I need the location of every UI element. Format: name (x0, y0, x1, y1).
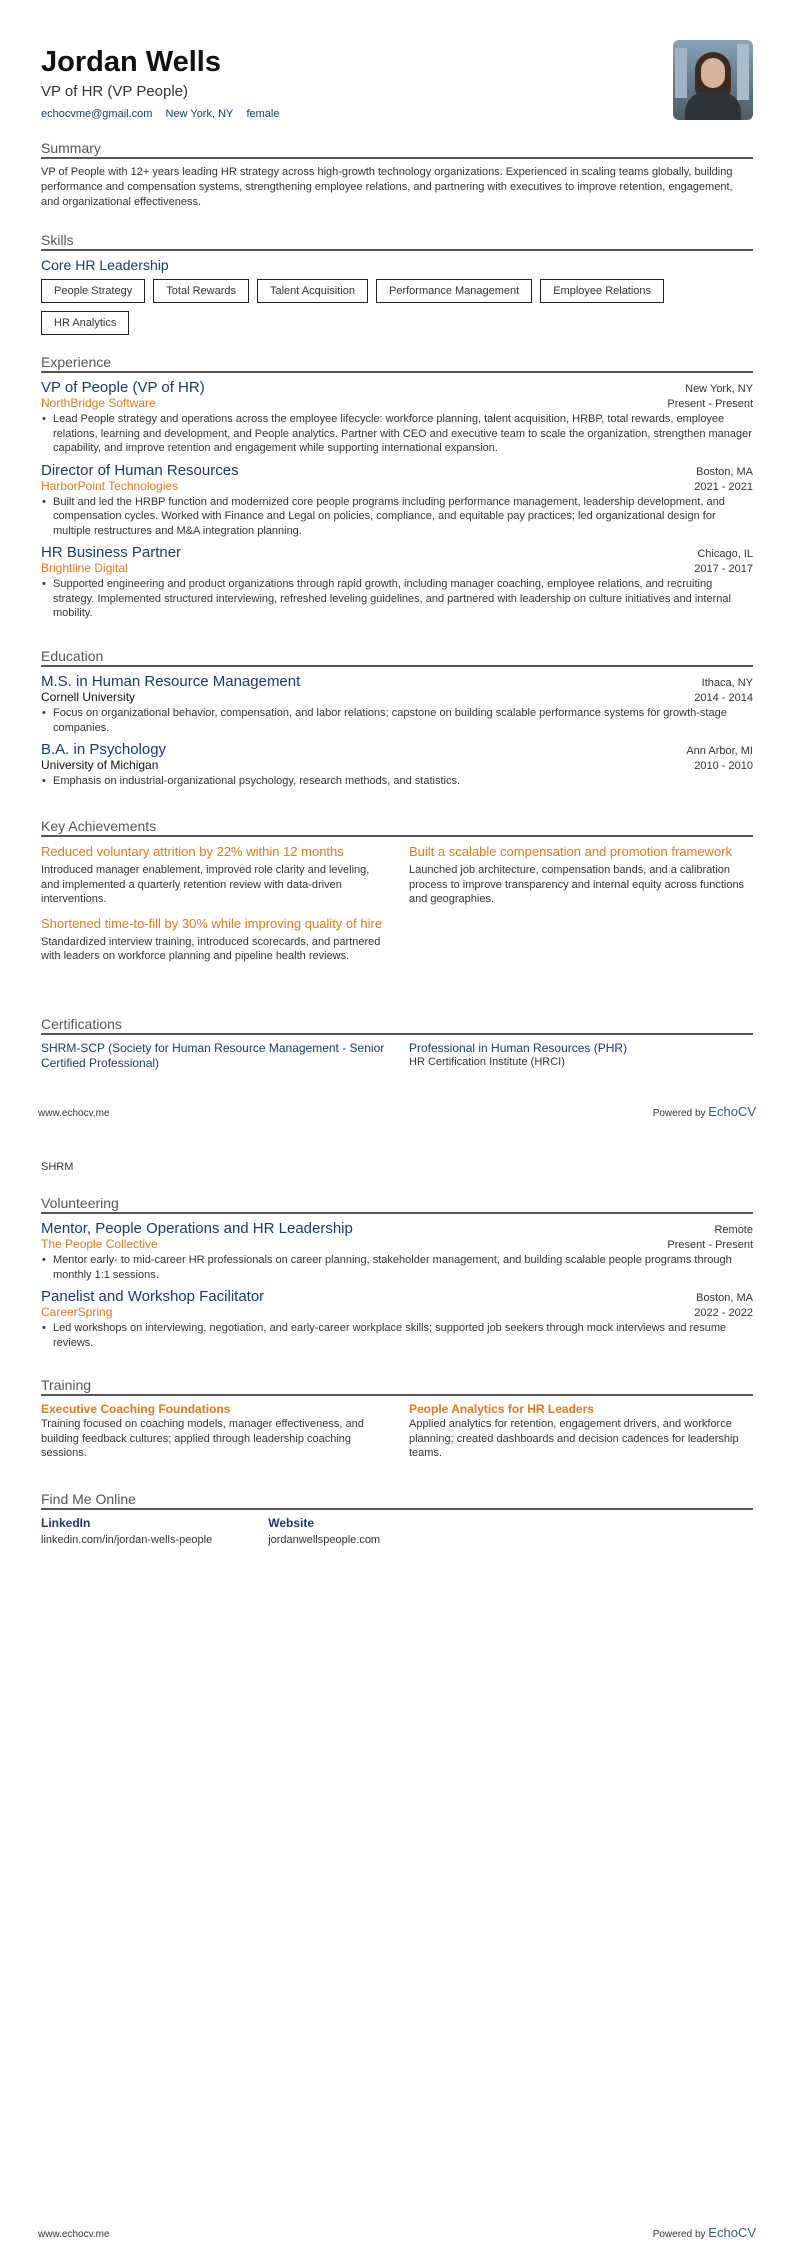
achievement-title: Built a scalable compensation and promotion framework (409, 844, 733, 859)
job-bullet: • Lead People strategy and operations across the employee lifecycle: workforce planning, talent acquisition, HRBP, total rewards, employee relations, learning and development, and People analytics. Partner with CEO and executive team to scale the organization, strengthen manager capability, and improve retention and engagement while supporting international expansion. (41, 412, 753, 456)
achievement-title: Shortened time-to-fill by 30% while improving quality of hire (41, 915, 383, 931)
online-item-website (268, 1516, 380, 1546)
online-item-linkedin (41, 1516, 212, 1546)
achievements-section (41, 818, 753, 972)
training-text: Applied analytics for retention, engagement drivers, and workforce planning; created dashboards and decision cadences for leadership teams. (409, 1418, 739, 1459)
certification-title: SHRM-SCP (Society for Human Resource Management - Senior Certified Professional) (41, 1041, 385, 1070)
certifications-grid (41, 1041, 753, 1071)
volunteer-org: The People Collective (41, 1237, 158, 1251)
training-item (41, 1402, 385, 1461)
skill-chip: Total Rewards (153, 279, 249, 303)
volunteering-entry (41, 1220, 753, 1282)
certification-issuer: SHRM (41, 1161, 74, 1173)
achievement-title: Reduced voluntary attrition by 22% within 12 months (41, 844, 344, 859)
section-title-education: Education (41, 648, 753, 667)
online-label: Website (268, 1516, 314, 1530)
experience-entry (41, 379, 753, 456)
linkedin-link[interactable]: linkedin.com/in/jordan-wells-people (41, 1534, 213, 1546)
resume-header (41, 46, 753, 120)
volunteering-section (41, 1195, 753, 1356)
candidate-name: Jordan Wells (41, 46, 221, 78)
footer-brand[interactable]: EchoCV (708, 1104, 756, 1119)
volunteer-dates: 2022 - 2022 (694, 1307, 753, 1319)
achievement-text: Launched job architecture, compensation bands, and a calibration process to improve transparency and internal equity across functions and geographies. (409, 864, 745, 905)
candidate-title: VP of HR (VP People) (41, 83, 189, 100)
section-title-experience: Experience (41, 354, 753, 373)
achievement-item (41, 915, 385, 964)
contact-gender: female (246, 108, 280, 120)
online-label: LinkedIn (41, 1516, 91, 1530)
footer-powered-label: Powered by (652, 1108, 706, 1119)
profile-photo (673, 40, 753, 120)
experience-entry (41, 462, 753, 539)
achievements-grid (41, 843, 753, 972)
skill-chip: Performance Management (376, 279, 532, 303)
company-name: NorthBridge Software (41, 396, 156, 410)
summary-text: VP of People with 12+ years leading HR strategy across high-growth technology organizations. Experienced in scaling teams globally, building performance and compensation systems, strengthening employee relations, and partnering with executives to improve retention, engagement, and organizational effectiveness. (41, 166, 733, 208)
education-section (41, 648, 753, 795)
achievement-text: Introduced manager enablement, improved role clarity and leveling, and implemented a quarterly retention review with data-driven interventions. (41, 864, 370, 905)
certification-item (409, 1041, 753, 1071)
education-entry (41, 741, 753, 789)
company-name: HarborPoint Technologies (41, 478, 179, 493)
certification-title: Professional in Human Resources (PHR) (409, 1041, 628, 1055)
training-grid (41, 1402, 753, 1461)
achievement-item (409, 843, 753, 907)
contact-location: New York, NY (165, 108, 234, 120)
school-location: Ann Arbor, MI (686, 745, 753, 757)
job-bullet: • Supported engineering and product organizations through rapid growth, including manager coaching, employee relations, and recruiting strategy. Implemented structured interviewing, refreshed leveling guidelines, and partnered with leadership on culture initiatives and internal mobility. (41, 577, 753, 621)
degree-title: B.A. in Psychology (41, 741, 167, 758)
section-title-certifications: Certifications (41, 1016, 753, 1035)
footer-site-link[interactable]: www.echocv.me (38, 1108, 110, 1119)
page-footer (38, 2225, 756, 2240)
training-title: People Analytics for HR Leaders (409, 1402, 594, 1416)
education-bullet: • Emphasis on industrial-organizational psychology, research methods, and statistics. (41, 774, 753, 789)
achievement-item (41, 843, 385, 907)
volunteer-bullet: • Led workshops on interviewing, negotiation, and early-career workplace skills; supported job seekers through mock interviews and resume reviews. (41, 1321, 753, 1350)
education-dates: 2014 - 2014 (694, 692, 753, 704)
skill-chip: HR Analytics (41, 311, 129, 335)
company-name: Brightline Digital (41, 561, 128, 575)
volunteer-bullet: • Mentor early- to mid-career HR professionals on career planning, stakeholder management, and building scalable people programs through monthly 1:1 sessions. (41, 1253, 753, 1282)
volunteer-org: CareerSpring (41, 1305, 113, 1319)
page-footer (38, 1104, 756, 1119)
achievement-text: Standardized interview training, introduced scorecards, and partnered with leaders on workforce planning and pipeline health reviews. (41, 935, 381, 962)
online-section (41, 1491, 753, 1546)
job-dates: Present - Present (667, 398, 753, 410)
skills-list (41, 279, 753, 335)
job-location: Chicago, IL (697, 548, 753, 560)
section-title-online: Find Me Online (41, 1491, 753, 1510)
training-title: Executive Coaching Foundations (41, 1402, 231, 1416)
skills-group-title: Core HR Leadership (41, 257, 169, 273)
education-dates: 2010 - 2010 (694, 760, 753, 772)
volunteer-location: Remote (714, 1224, 753, 1236)
volunteering-entry (41, 1288, 753, 1350)
job-dates: 2017 - 2017 (694, 563, 753, 575)
contact-line (41, 108, 753, 120)
footer-brand[interactable]: EchoCV (708, 2225, 756, 2240)
job-bullet: • Built and led the HRBP function and modernized core people programs including performance management, leadership development, and compensation cycles. Worked with Finance and Legal on policies, compliance, and equitable pay practices; led organizational design for multiple restructures and M&A integration planning. (41, 495, 753, 539)
contact-email[interactable]: echocvme@gmail.com (41, 108, 153, 120)
volunteer-location: Boston, MA (696, 1292, 753, 1304)
section-title-volunteering: Volunteering (41, 1195, 753, 1214)
education-entry (41, 673, 753, 735)
volunteer-dates: Present - Present (667, 1239, 753, 1251)
training-section (41, 1377, 753, 1461)
summary-section (41, 140, 753, 210)
job-title: Director of Human Resources (41, 461, 239, 479)
school-location: Ithaca, NY (701, 677, 753, 689)
footer-site-link[interactable]: www.echocv.me (38, 2229, 110, 2240)
job-location: New York, NY (685, 383, 753, 395)
volunteer-role: Mentor, People Operations and HR Leadership (41, 1220, 353, 1237)
resume-page-2 (0, 1123, 794, 2246)
website-link[interactable]: jordanwellspeople.com (268, 1534, 381, 1546)
volunteer-role: Panelist and Workshop Facilitator (41, 1288, 265, 1305)
certifications-section (41, 1016, 753, 1071)
experience-section (41, 354, 753, 627)
experience-entry (41, 544, 753, 621)
skill-chip: Talent Acquisition (257, 279, 368, 303)
school-name: Cornell University (41, 690, 136, 704)
training-item (409, 1402, 753, 1461)
footer-powered-label: Powered by (652, 2229, 706, 2240)
certification-issuer-continued (41, 1161, 753, 1173)
footer-powered-by (653, 2225, 756, 2240)
section-title-training: Training (41, 1377, 753, 1396)
training-text: Training focused on coaching models, manager effectiveness, and building feedback cultures; applied through leadership coaching sessions. (41, 1418, 364, 1459)
certification-item (41, 1041, 385, 1071)
section-title-achievements: Key Achievements (41, 818, 753, 837)
school-name: University of Michigan (41, 758, 159, 772)
section-title-skills: Skills (41, 232, 753, 251)
footer-powered-by (653, 1104, 756, 1119)
job-title: HR Business Partner (41, 544, 182, 561)
online-links (41, 1516, 753, 1546)
certification-issuer: HR Certification Institute (HRCI) (409, 1056, 565, 1068)
skills-section (41, 232, 753, 335)
job-title: VP of People (VP of HR) (41, 379, 205, 396)
education-bullet: • Focus on organizational behavior, compensation, and labor relations; capstone on building scalable performance systems for growth-stage companies. (41, 706, 753, 735)
degree-title: M.S. in Human Resource Management (41, 673, 301, 690)
skill-chip: People Strategy (41, 279, 145, 303)
job-dates: 2021 - 2021 (694, 480, 753, 493)
job-location: Boston, MA (696, 465, 753, 478)
section-title-summary: Summary (41, 140, 753, 159)
skill-chip: Employee Relations (540, 279, 664, 303)
